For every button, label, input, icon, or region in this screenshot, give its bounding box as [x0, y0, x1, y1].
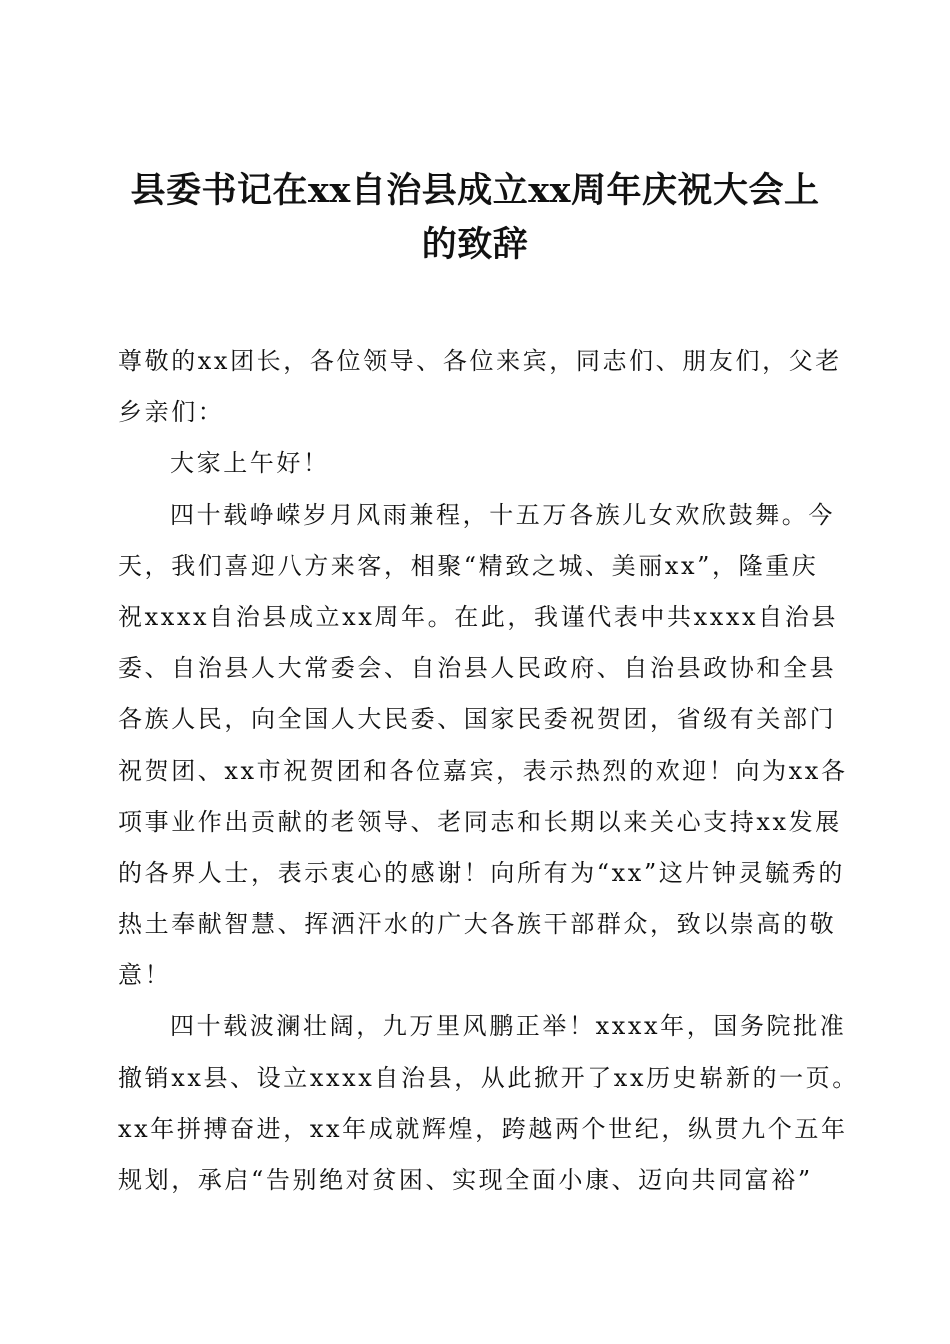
paragraph-1-line: 意！	[118, 961, 172, 990]
paragraph-1-line: 天，我们喜迎八方来客，相聚“精致之城、美丽xx”，隆重庆	[118, 551, 819, 580]
salutation-line: 尊敬的xx团长，各位领导、各位来宾，同志们、朋友们，父老	[118, 347, 842, 375]
title-line: 县委书记在xx自治县成立xx周年庆祝大会上	[130, 170, 820, 211]
paragraph-1-line: 祝贺团、xx市祝贺团和各位嘉宾，表示热烈的欢迎！向为xx各	[118, 756, 848, 785]
paragraph-1-line: 四十载峥嵘岁月风雨兼程，十五万各族儿女欢欣鼓舞。今	[170, 500, 835, 529]
paragraph-2-line: 撤销xx县、设立xxxx自治县，从此掀开了xx历史崭新的一页。	[118, 1063, 859, 1092]
title-line: 的致辞	[421, 224, 529, 265]
paragraph-2-line: xx年拼搏奋进，xx年成就辉煌，跨越两个世纪，纵贯九个五年	[118, 1114, 848, 1143]
paragraph-1-line: 委、自治县人大常委会、自治县人民政府、自治县政协和全县	[118, 654, 837, 683]
document-title	[110, 164, 840, 272]
paragraph-2-line: 规划，承启“告别绝对贫困、实现全面小康、迈向共同富裕”	[118, 1166, 813, 1194]
paragraph-1-line: 祝xxxx自治县成立xx周年。在此，我谨代表中共xxxx自治县	[118, 602, 838, 631]
salutation-line: 乡亲们：	[118, 398, 225, 427]
paragraph-1-line: 各族人民，向全国人大民委、国家民委祝贺团，省级有关部门	[118, 705, 837, 734]
paragraph-2-line: 四十载波澜壮阔，九万里风鹏正举！xxxx年，国务院批准	[170, 1012, 847, 1041]
paragraph-1-line: 热土奉献智慧、挥洒汗水的广大各族干部群众，致以崇高的敬	[118, 910, 837, 939]
paragraph-1-line: 项事业作出贡献的老领导、老同志和长期以来关心支持xx发展	[118, 807, 842, 836]
greeting-line: 大家上午好！	[170, 449, 330, 478]
document-body	[118, 336, 859, 1206]
paragraph-1-line: 的各界人士，表示衷心的感谢！向所有为“xx”这片钟灵毓秀的	[118, 858, 846, 887]
